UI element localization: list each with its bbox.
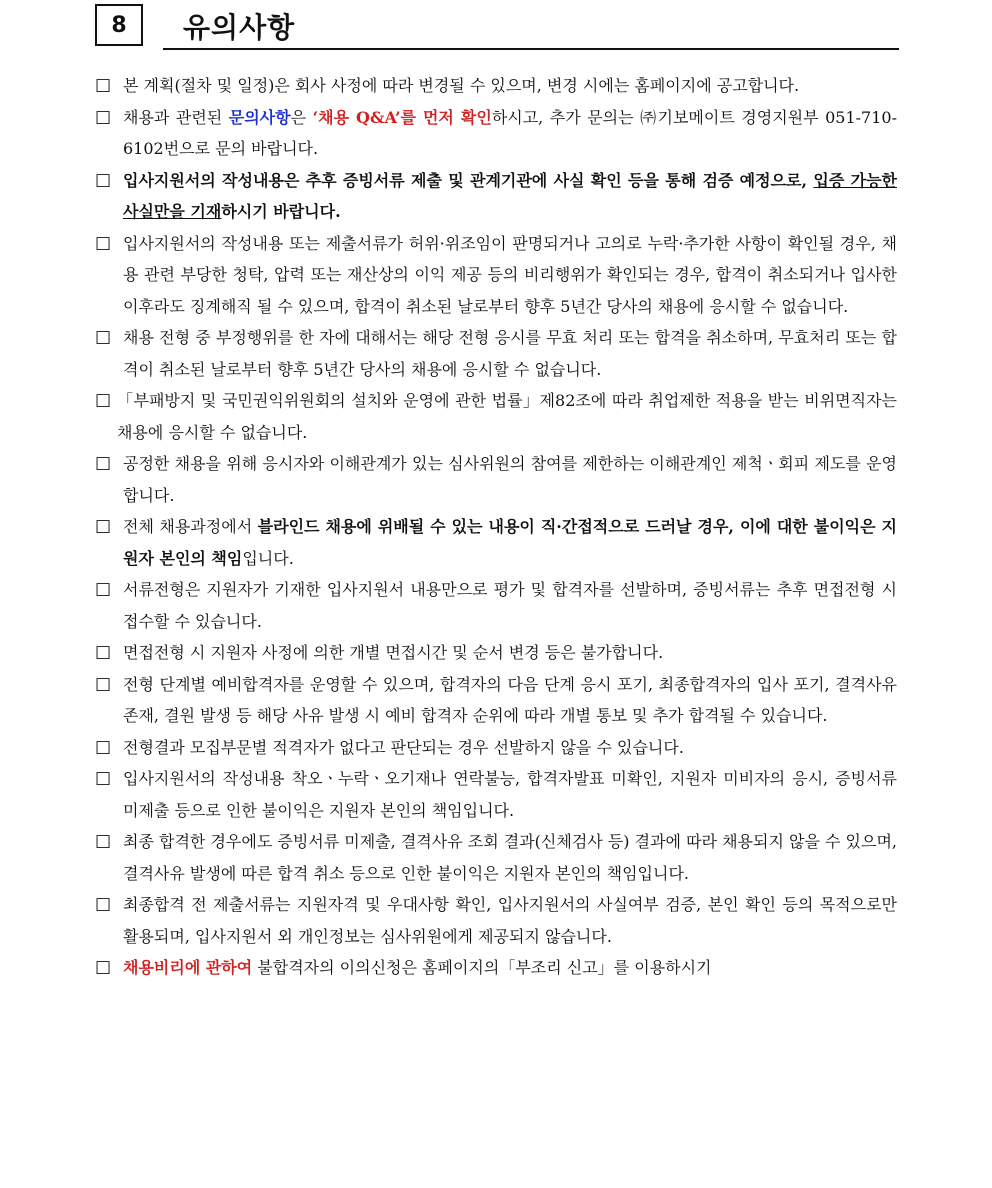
note-text: 블라인드 채용에 위배될 수 있는 내용이 직·간접적으로 드러날 경우, 이에 대한 불이익은 지원자 본인의 책임: [123, 517, 897, 568]
checkbox-icon: □: [95, 75, 112, 95]
notes-list: [95, 70, 897, 984]
checkbox-icon: □: [95, 894, 112, 914]
note-item: [95, 228, 897, 323]
note-text: 문의사항: [228, 107, 291, 127]
note-text: 본 계획(절차 및 일정)은 회사 사정에 따라 변경될 수 있으며, 변경 시에는 홈페이지에 공고합니다.: [123, 76, 800, 95]
note-item: [95, 102, 897, 165]
note-text: 전형 단계별 예비합격자를 운영할 수 있으며, 합격자의 다음 단계 응시 포기, 최종합격자의 입사 포기, 결격사유 존재, 결원 발생 등 해당 사유 발생 시 예비 합격자 순위에 따라 개별 통보 및 추가 합격될 수 있습니다.: [123, 674, 897, 725]
checkbox-icon: □: [95, 169, 112, 190]
note-text: 입사지원서의 작성내용 착오ㆍ누락ㆍ오기재나 연락불능, 합격자발표 미확인, 지원자 미비자의 응시, 증빙서류 미제출 등으로 인한 불이익은 지원자 본인의 책임입니다.: [123, 769, 897, 820]
note-text: 은: [290, 107, 313, 127]
checkbox-icon: □: [95, 579, 112, 599]
checkbox-icon: □: [95, 106, 112, 127]
checkbox-icon: □: [95, 642, 112, 662]
note-item: [95, 637, 897, 669]
note-text: 하시고, 추가 문의는 ㈜기보메이트 경영지원부 051-710-6102번으로 문의 바랍니다.: [123, 107, 897, 158]
note-text: 채용비리에 관하여: [123, 958, 253, 977]
checkbox-icon: □: [95, 736, 112, 757]
note-text: 서류전형은 지원자가 기재한 입사지원서 내용만으로 평가 및 합격자를 선발하며, 증빙서류는 추후 면접전형 시 접수할 수 있습니다.: [123, 580, 897, 631]
note-item: [95, 322, 897, 385]
section-title: 유의사항: [183, 11, 296, 44]
section-number: 8: [95, 4, 143, 46]
note-text: 불합격자의 이의신청은 홈페이지의「부조리 신고」를 이용하시기: [252, 958, 712, 977]
note-item: [95, 826, 897, 889]
note-item: [95, 763, 897, 826]
checkbox-icon: □: [95, 831, 112, 851]
checkbox-icon: □: [95, 673, 112, 694]
note-text: 채용 전형 중 부정행위를 한 자에 대해서는 해당 전형 응시를 무효 처리 또는 합격을 취소하며, 무효처리 또는 합격이 취소된 날로부터 향후 5년간 당사의 채용에 응시할 수 없습니다.: [123, 328, 897, 379]
checkbox-icon: □: [95, 957, 112, 977]
note-text: 면접전형 시 지원자 사정에 의한 개별 면접시간 및 순서 변경 등은 불가합니다.: [123, 643, 664, 662]
note-text: 전체 채용과정에서: [123, 517, 258, 536]
note-item: [95, 511, 897, 574]
note-item: [95, 952, 897, 984]
note-item: [95, 669, 897, 732]
note-item: [95, 448, 897, 511]
note-text: 최종합격 전 제출서류는 지원자격 및 우대사항 확인, 입사지원서의 사실여부 검증, 본인 확인 등의 목적으로만 활용되며, 입사지원서 외 개인정보는 심사위원에게 제공되지 않습니다.: [123, 895, 897, 946]
note-text: 입사지원서의 작성내용은 추후 증빙서류 제출 및 관계기관에 사실 확인 등을 통해 검증 예정으로,: [123, 170, 814, 190]
note-item: [95, 165, 897, 228]
checkbox-icon: □: [95, 768, 112, 788]
note-item: [95, 574, 897, 637]
note-item: [95, 70, 897, 102]
note-text: 입니다.: [242, 548, 294, 568]
note-text: 「부패방지 및 국민권익위원회의 설치와 운영에 관한 법률」제82조에 따라 취업제한 적용을 받는 비위면직자는 채용에 응시할 수 없습니다.: [117, 391, 897, 442]
note-text: ‘채용 Q&A’를 먼저 확인: [312, 107, 492, 127]
checkbox-icon: □: [95, 390, 112, 410]
note-text: 입증 가능한 사실만을 기재: [123, 170, 897, 221]
note-item: [95, 732, 897, 764]
note-text: 전형결과 모집부문별 적격자가 없다고 판단되는 경우 선발하지 않을 수 있습니다.: [123, 737, 684, 757]
note-text: 입사지원서의 작성내용 또는 제출서류가 허위·위조임이 판명되거나 고의로 누락·추가한 사항이 확인될 경우, 채용 관련 부당한 청탁, 압력 또는 재산상의 이익 제공 등의 비리행위가 확인되는 경우, 합격이 취소되거나 입사한 이후라도 징계해직 될 수 있으며, 합격이 취소된 날로부터 향후 5년간 당사의 채용에 응시할 수 없습니다.: [123, 233, 897, 316]
checkbox-icon: □: [95, 516, 112, 536]
note-item: [95, 385, 897, 448]
note-text: 채용과 관련된: [123, 107, 229, 127]
section-header: [95, 4, 895, 50]
note-text: 하시기 바랍니다.: [221, 202, 341, 221]
checkbox-icon: □: [95, 232, 112, 253]
checkbox-icon: □: [95, 453, 112, 473]
note-item: [95, 889, 897, 952]
note-text: 공정한 채용을 위해 응시자와 이해관계가 있는 심사위원의 참여를 제한하는 이해관계인 제척ㆍ회피 제도를 운영합니다.: [123, 454, 897, 505]
checkbox-icon: □: [95, 327, 112, 347]
title-underline: [163, 48, 899, 50]
note-text: 최종 합격한 경우에도 증빙서류 미제출, 결격사유 조회 결과(신체검사 등) 결과에 따라 채용되지 않을 수 있으며, 결격사유 발생에 따른 합격 취소 등으로 인한 불이익은 지원자 본인의 책임입니다.: [123, 832, 897, 883]
